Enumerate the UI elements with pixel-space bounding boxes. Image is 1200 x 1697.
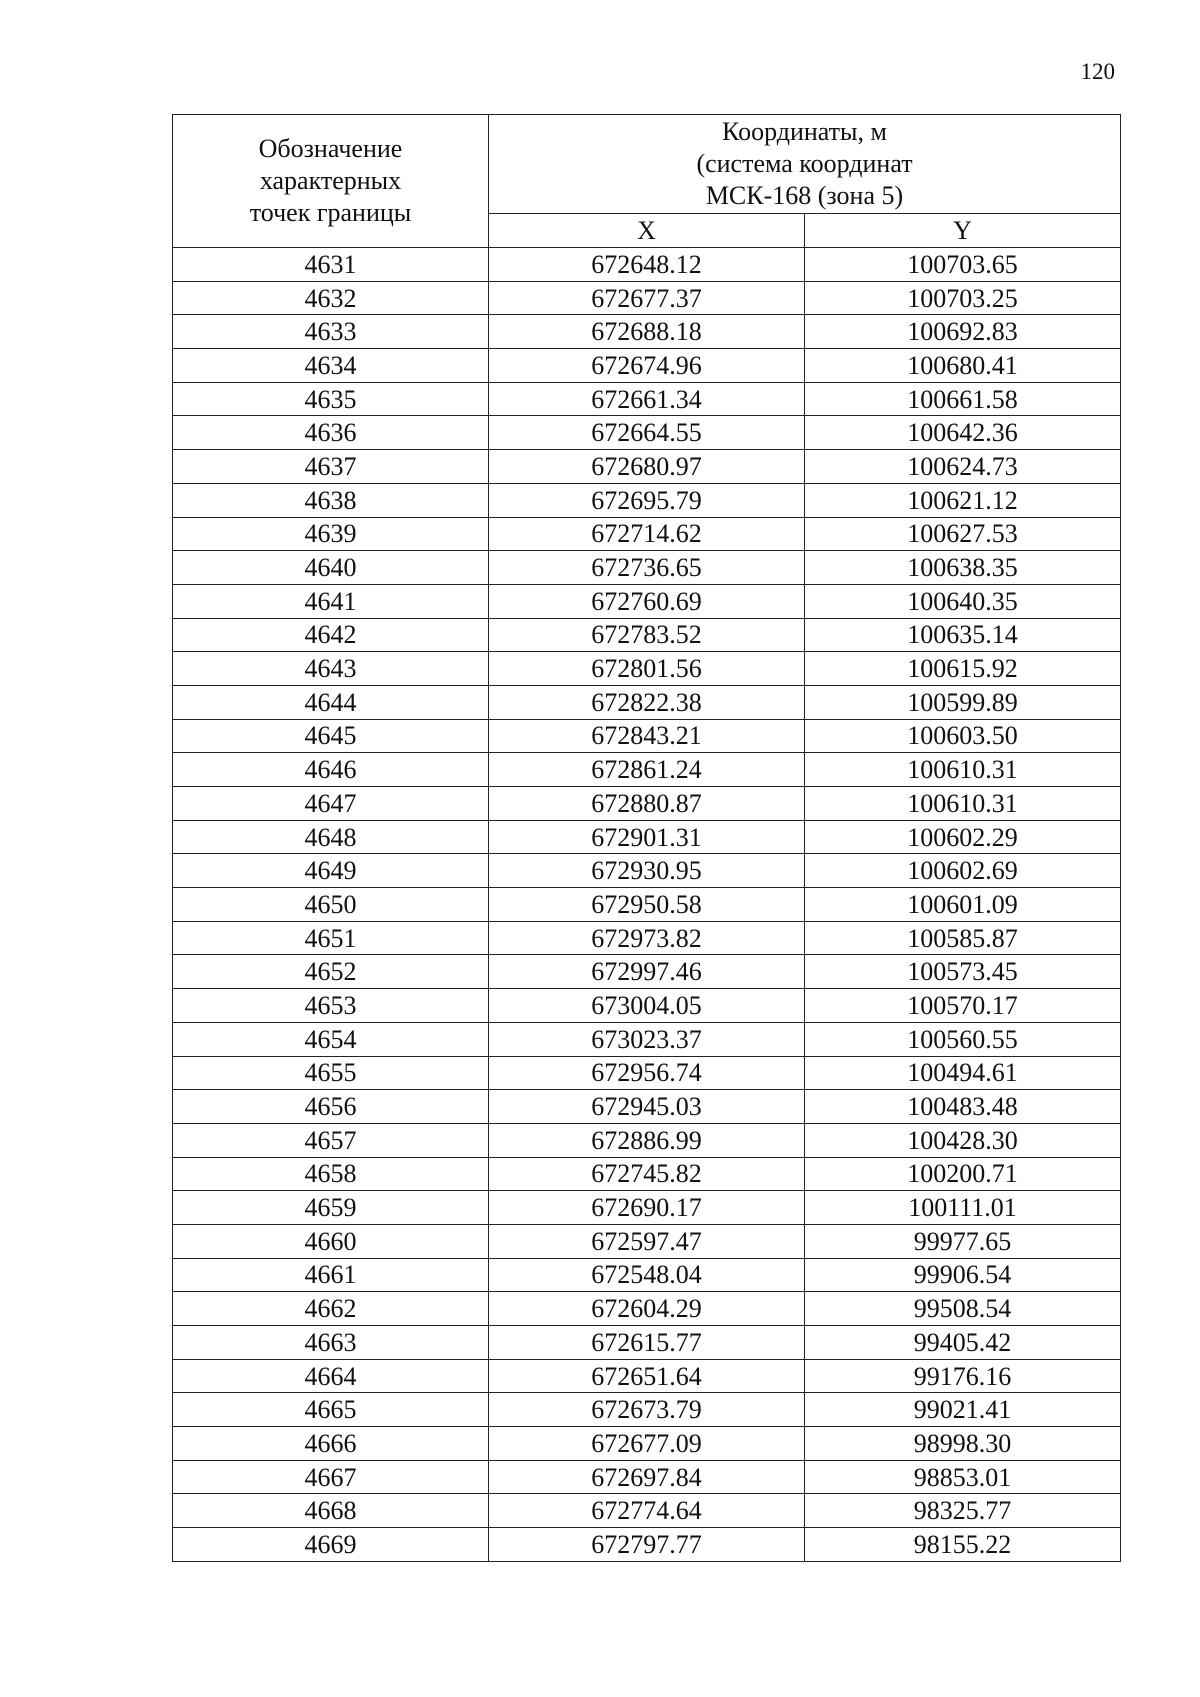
cell-x: 672548.04 [489, 1258, 805, 1292]
cell-y: 99021.41 [805, 1393, 1121, 1427]
table-row [173, 248, 1121, 282]
cell-x: 672697.84 [489, 1460, 805, 1494]
table-row [173, 1090, 1121, 1124]
cell-x: 672945.03 [489, 1090, 805, 1124]
header-coordinates-line-2: (система координат [696, 149, 913, 178]
cell-point-id: 4633 [173, 315, 489, 349]
cell-point-id: 4664 [173, 1359, 489, 1393]
cell-y: 100703.65 [805, 248, 1121, 282]
cell-y: 98155.22 [805, 1528, 1121, 1562]
cell-y: 99906.54 [805, 1258, 1121, 1292]
cell-y: 100615.92 [805, 652, 1121, 686]
cell-point-id: 4662 [173, 1292, 489, 1326]
cell-x: 672950.58 [489, 888, 805, 922]
cell-y: 100111.01 [805, 1191, 1121, 1225]
table-row [173, 1022, 1121, 1056]
cell-y: 100642.36 [805, 416, 1121, 450]
cell-point-id: 4655 [173, 1056, 489, 1090]
cell-point-id: 4656 [173, 1090, 489, 1124]
cell-point-id: 4668 [173, 1494, 489, 1528]
cell-point-id: 4634 [173, 349, 489, 383]
cell-point-id: 4667 [173, 1460, 489, 1494]
table-row [173, 1123, 1121, 1157]
cell-x: 672673.79 [489, 1393, 805, 1427]
header-coordinates-line-1: Координаты, м [722, 117, 887, 146]
cell-y: 100494.61 [805, 1056, 1121, 1090]
table-row [173, 652, 1121, 686]
cell-y: 98998.30 [805, 1427, 1121, 1461]
table-row [173, 719, 1121, 753]
header-designation-line-3: точек границы [249, 198, 412, 227]
cell-y: 100680.41 [805, 349, 1121, 383]
cell-point-id: 4652 [173, 955, 489, 989]
cell-y: 100573.45 [805, 955, 1121, 989]
cell-point-id: 4654 [173, 1022, 489, 1056]
cell-point-id: 4669 [173, 1528, 489, 1562]
header-point-designation [173, 115, 489, 248]
cell-x: 672745.82 [489, 1157, 805, 1191]
table-row [173, 753, 1121, 787]
cell-y: 100621.12 [805, 483, 1121, 517]
cell-x: 672997.46 [489, 955, 805, 989]
cell-y: 98325.77 [805, 1494, 1121, 1528]
cell-x: 672760.69 [489, 584, 805, 618]
table-row [173, 1157, 1121, 1191]
table-row [173, 888, 1121, 922]
cell-x: 672651.64 [489, 1359, 805, 1393]
cell-point-id: 4631 [173, 248, 489, 282]
table-row [173, 382, 1121, 416]
table-row [173, 483, 1121, 517]
table-row [173, 416, 1121, 450]
cell-x: 672677.37 [489, 281, 805, 315]
cell-x: 672822.38 [489, 685, 805, 719]
cell-y: 100483.48 [805, 1090, 1121, 1124]
cell-point-id: 4666 [173, 1427, 489, 1461]
table-row [173, 349, 1121, 383]
coordinates-table [172, 114, 1121, 1562]
cell-x: 672843.21 [489, 719, 805, 753]
table-row [173, 584, 1121, 618]
table-row [173, 1460, 1121, 1494]
table-row [173, 1528, 1121, 1562]
header-coordinates-line-3: МСК-168 (зона 5) [705, 181, 904, 210]
table-row [173, 921, 1121, 955]
cell-x: 672783.52 [489, 618, 805, 652]
cell-point-id: 4653 [173, 989, 489, 1023]
cell-y: 100692.83 [805, 315, 1121, 349]
cell-point-id: 4651 [173, 921, 489, 955]
cell-x: 672661.34 [489, 382, 805, 416]
cell-x: 672973.82 [489, 921, 805, 955]
cell-point-id: 4641 [173, 584, 489, 618]
table-row [173, 1191, 1121, 1225]
cell-x: 672597.47 [489, 1224, 805, 1258]
cell-point-id: 4642 [173, 618, 489, 652]
cell-x: 672901.31 [489, 820, 805, 854]
cell-point-id: 4663 [173, 1326, 489, 1360]
table-row [173, 1427, 1121, 1461]
cell-x: 672801.56 [489, 652, 805, 686]
table-row [173, 551, 1121, 585]
cell-y: 99508.54 [805, 1292, 1121, 1326]
cell-point-id: 4658 [173, 1157, 489, 1191]
table-header [173, 115, 1121, 248]
table-row [173, 1359, 1121, 1393]
cell-y: 100624.73 [805, 450, 1121, 484]
table-row [173, 787, 1121, 821]
cell-y: 100602.29 [805, 820, 1121, 854]
cell-x: 672861.24 [489, 753, 805, 787]
header-coordinates [489, 115, 1121, 214]
cell-point-id: 4657 [173, 1123, 489, 1157]
cell-y: 99176.16 [805, 1359, 1121, 1393]
cell-x: 672648.12 [489, 248, 805, 282]
cell-x: 672664.55 [489, 416, 805, 450]
cell-point-id: 4647 [173, 787, 489, 821]
cell-y: 100602.69 [805, 854, 1121, 888]
cell-point-id: 4643 [173, 652, 489, 686]
cell-y: 100560.55 [805, 1022, 1121, 1056]
cell-x: 673004.05 [489, 989, 805, 1023]
cell-point-id: 4648 [173, 820, 489, 854]
cell-point-id: 4649 [173, 854, 489, 888]
cell-x: 672714.62 [489, 517, 805, 551]
table-row [173, 1258, 1121, 1292]
header-x: X [489, 214, 805, 248]
cell-y: 99405.42 [805, 1326, 1121, 1360]
cell-y: 100661.58 [805, 382, 1121, 416]
cell-x: 672736.65 [489, 551, 805, 585]
header-designation-line-2: характерных [259, 166, 402, 195]
page-number: 120 [1080, 59, 1115, 84]
cell-x: 672615.77 [489, 1326, 805, 1360]
cell-point-id: 4636 [173, 416, 489, 450]
cell-y: 100428.30 [805, 1123, 1121, 1157]
table-row [173, 685, 1121, 719]
cell-x: 672930.95 [489, 854, 805, 888]
cell-x: 672774.64 [489, 1494, 805, 1528]
table-body [173, 248, 1121, 1562]
cell-y: 100601.09 [805, 888, 1121, 922]
table-row [173, 1224, 1121, 1258]
table-row [173, 1393, 1121, 1427]
cell-y: 100603.50 [805, 719, 1121, 753]
cell-x: 672880.87 [489, 787, 805, 821]
table-row [173, 281, 1121, 315]
table-row [173, 1326, 1121, 1360]
table-row [173, 315, 1121, 349]
cell-point-id: 4665 [173, 1393, 489, 1427]
cell-x: 672680.97 [489, 450, 805, 484]
table-row [173, 854, 1121, 888]
cell-y: 100570.17 [805, 989, 1121, 1023]
cell-point-id: 4646 [173, 753, 489, 787]
cell-y: 100585.87 [805, 921, 1121, 955]
cell-point-id: 4635 [173, 382, 489, 416]
cell-y: 100610.31 [805, 753, 1121, 787]
cell-x: 672688.18 [489, 315, 805, 349]
header-designation-line-1: Обозначение [258, 134, 403, 163]
cell-y: 98853.01 [805, 1460, 1121, 1494]
cell-point-id: 4632 [173, 281, 489, 315]
cell-x: 672604.29 [489, 1292, 805, 1326]
table-row [173, 1292, 1121, 1326]
cell-x: 672690.17 [489, 1191, 805, 1225]
cell-point-id: 4637 [173, 450, 489, 484]
cell-x: 673023.37 [489, 1022, 805, 1056]
cell-y: 100610.31 [805, 787, 1121, 821]
table-row [173, 989, 1121, 1023]
table-row [173, 450, 1121, 484]
table-row [173, 820, 1121, 854]
cell-point-id: 4660 [173, 1224, 489, 1258]
cell-y: 100627.53 [805, 517, 1121, 551]
cell-point-id: 4645 [173, 719, 489, 753]
header-y: Y [805, 214, 1121, 248]
cell-point-id: 4639 [173, 517, 489, 551]
cell-x: 672886.99 [489, 1123, 805, 1157]
cell-point-id: 4659 [173, 1191, 489, 1225]
table-row [173, 517, 1121, 551]
cell-x: 672695.79 [489, 483, 805, 517]
table-row [173, 618, 1121, 652]
cell-x: 672956.74 [489, 1056, 805, 1090]
cell-point-id: 4644 [173, 685, 489, 719]
cell-y: 99977.65 [805, 1224, 1121, 1258]
cell-point-id: 4638 [173, 483, 489, 517]
cell-x: 672674.96 [489, 349, 805, 383]
cell-point-id: 4661 [173, 1258, 489, 1292]
table-row [173, 1056, 1121, 1090]
cell-y: 100703.25 [805, 281, 1121, 315]
cell-y: 100599.89 [805, 685, 1121, 719]
cell-x: 672797.77 [489, 1528, 805, 1562]
cell-point-id: 4650 [173, 888, 489, 922]
cell-x: 672677.09 [489, 1427, 805, 1461]
table-row [173, 1494, 1121, 1528]
table-row [173, 955, 1121, 989]
cell-y: 100640.35 [805, 584, 1121, 618]
cell-y: 100635.14 [805, 618, 1121, 652]
cell-y: 100638.35 [805, 551, 1121, 585]
cell-point-id: 4640 [173, 551, 489, 585]
cell-y: 100200.71 [805, 1157, 1121, 1191]
